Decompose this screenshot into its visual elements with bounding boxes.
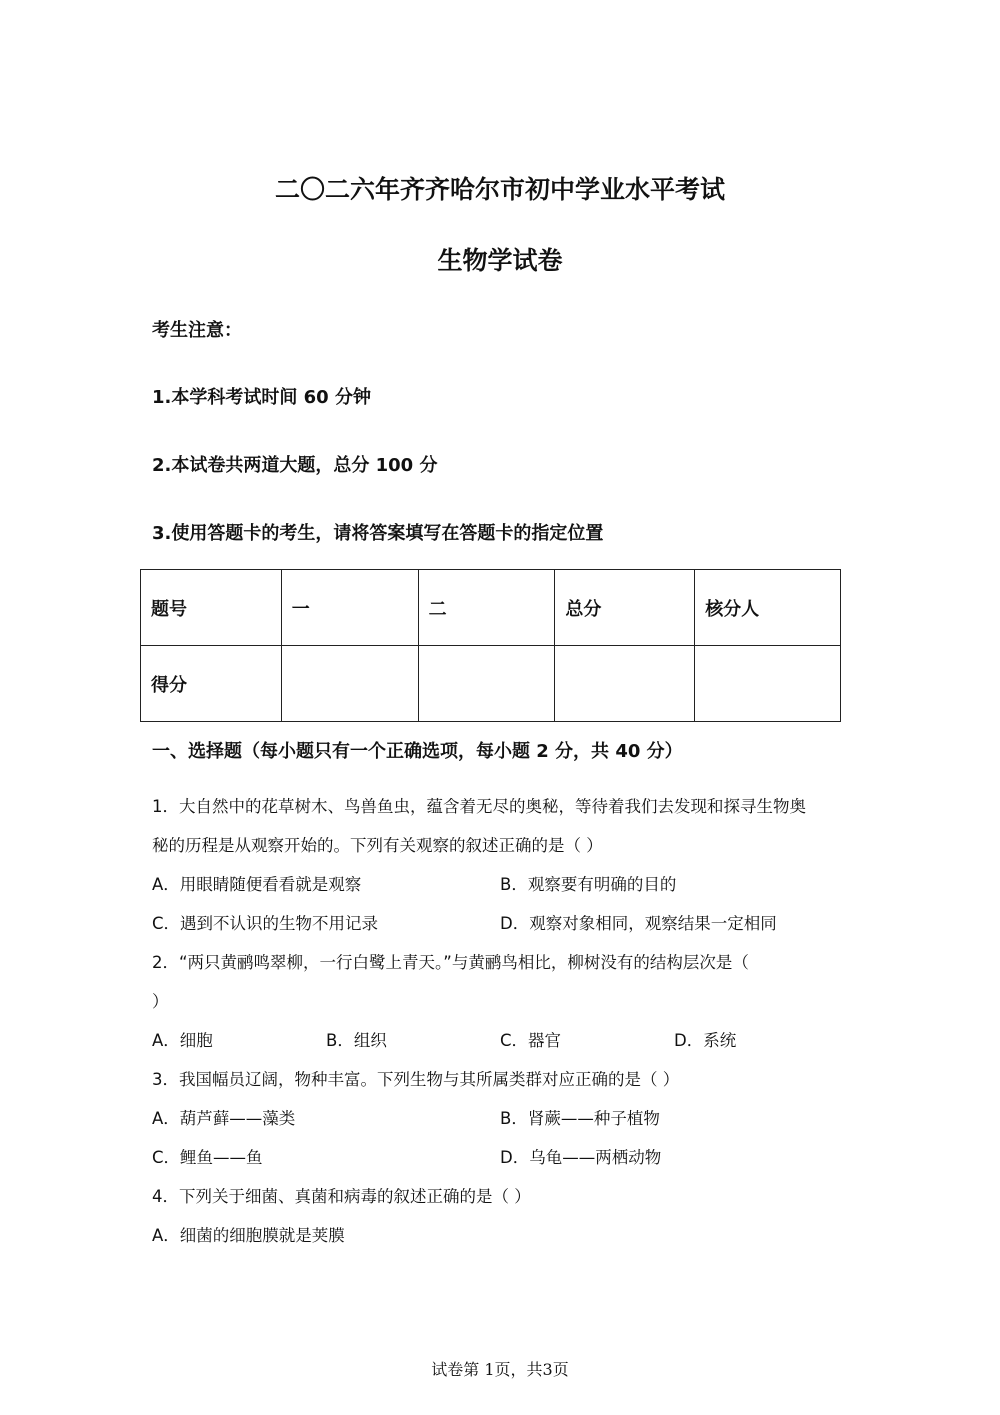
question-stem: 1．大自然中的花草树木、鸟兽鱼虫，蕴含着无尽的奥秘，等待着我们去发现和探寻生物奥	[152, 797, 806, 816]
exam-subtitle: 生物学试卷	[437, 246, 563, 275]
score-table-cell	[695, 646, 841, 722]
score-table-cell: 得分	[141, 646, 282, 722]
question-option: C．器官	[500, 1031, 562, 1050]
score-table	[140, 569, 841, 722]
score-table-cell	[281, 646, 418, 722]
score-table-score-row	[141, 646, 841, 722]
question-stem: 秘的历程是从观察开始的。下列有关观察的叙述正确的是（ ）	[152, 836, 603, 855]
question-option: A．用眼睛随便看看就是观察	[152, 875, 362, 894]
score-table-cell: 总分	[555, 570, 695, 646]
notice-item: 1.本学科考试时间 60 分钟	[152, 387, 371, 408]
question-option: C．鲤鱼——鱼	[152, 1148, 263, 1167]
notice-heading: 考生注意：	[152, 320, 242, 341]
question-stem: 2．“两只黄鹂鸣翠柳，一行白鹭上青天。”与黄鹂鸟相比，柳树没有的结构层次是（	[152, 953, 749, 972]
score-table-header-row	[141, 570, 841, 646]
question-option: A．细菌的细胞膜就是荚膜	[152, 1226, 345, 1245]
question-option: D．乌龟——两栖动物	[500, 1148, 662, 1167]
notice-item: 2.本试卷共两道大题，总分 100 分	[152, 455, 438, 476]
score-table-cell: 二	[418, 570, 555, 646]
page-number: 试卷第 1页，共3页	[431, 1360, 569, 1379]
score-table-cell: 题号	[141, 570, 282, 646]
exam-title: 二〇二六年齐齐哈尔市初中学业水平考试	[274, 175, 725, 204]
question-option: D．观察对象相同，观察结果一定相同	[500, 914, 777, 933]
question-option: B．肾蕨——种子植物	[500, 1109, 660, 1128]
question-stem: ）	[152, 992, 169, 1011]
question-stem: 3．我国幅员辽阔，物种丰富。下列生物与其所属类群对应正确的是（ ）	[152, 1070, 680, 1089]
score-table-cell: 核分人	[695, 570, 841, 646]
section-title: 一、选择题（每小题只有一个正确选项，每小题 2 分，共 40 分）	[152, 741, 683, 762]
question-option: C．遇到不认识的生物不用记录	[152, 914, 379, 933]
question-option: A．葫芦藓——藻类	[152, 1109, 296, 1128]
question-option: A．细胞	[152, 1031, 213, 1050]
score-table-cell	[555, 646, 695, 722]
question-option: D．系统	[674, 1031, 737, 1050]
question-stem: 4．下列关于细菌、真菌和病毒的叙述正确的是（ ）	[152, 1187, 531, 1206]
question-option: B．观察要有明确的目的	[500, 875, 677, 894]
notice-item: 3.使用答题卡的考生，请将答案填写在答题卡的指定位置	[152, 523, 604, 544]
score-table-cell	[418, 646, 555, 722]
question-option: B．组织	[326, 1031, 387, 1050]
score-table-cell: 一	[281, 570, 418, 646]
